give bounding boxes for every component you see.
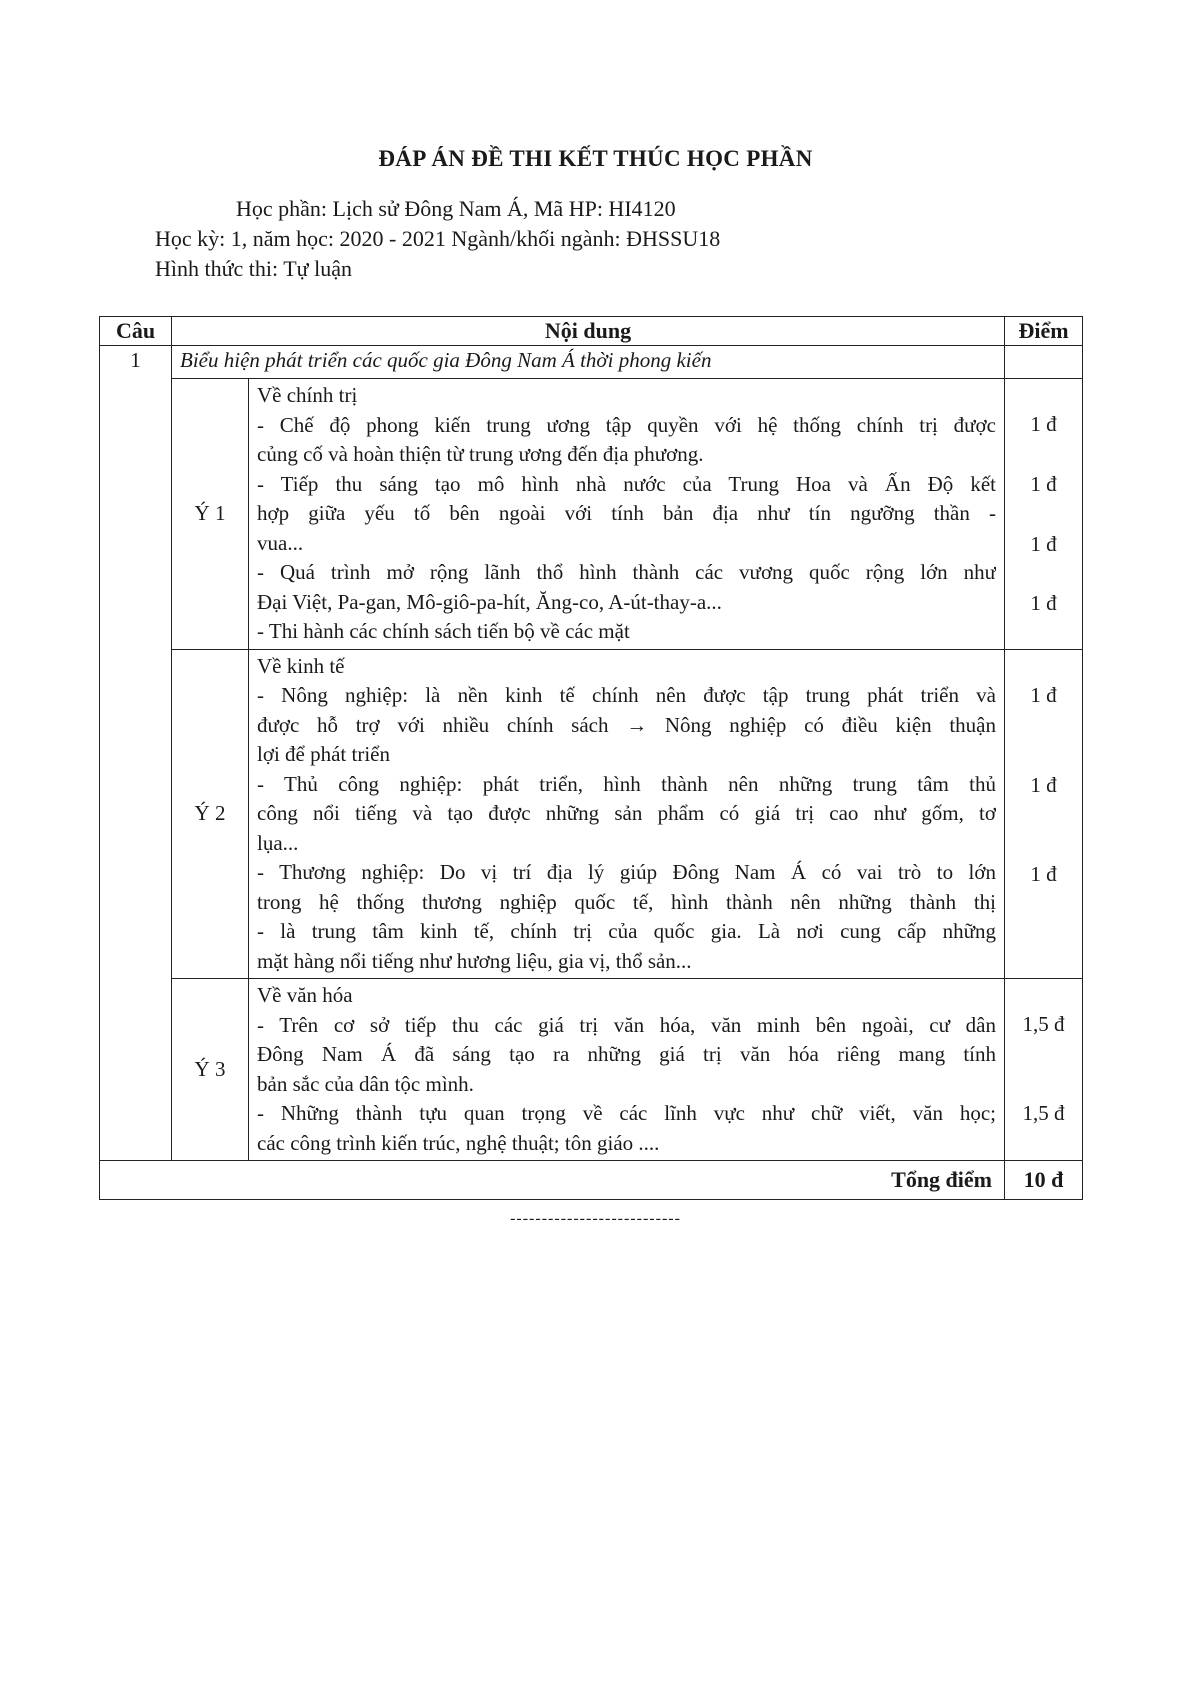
content-line: Đông Nam Á đã sáng tạo ra những giá trị văn hóa riêng mang tính [257, 1042, 996, 1066]
table-header-row [100, 317, 1083, 346]
content-line: - Quá trình mở rộng lãnh thổ hình thành các vương quốc rộng lớn như [257, 560, 996, 584]
score-value: 1 đ [1030, 772, 1057, 797]
content-line: trong hệ thống thương nghiệp quốc tế, hình thành nên những thành thị [257, 889, 996, 914]
section-content [249, 979, 1005, 1161]
score-cell [1005, 979, 1083, 1161]
content-line: Đại Việt, Pa-gan, Mô-giô-pa-hít, Ăng-co, A-út-thay-a... [257, 589, 722, 614]
content-line: mặt hàng nổi tiếng như hương liệu, gia vị, thổ sản... [257, 948, 692, 973]
content-line: - Thương nghiệp: Do vị trí địa lý giúp Đông Nam Á có vai trò to lớn [257, 860, 996, 884]
question-number: 1 [100, 346, 172, 1161]
total-score: 10 đ [1005, 1161, 1083, 1200]
content-line: - Những thành tựu quan trọng về các lĩnh vực như chữ viết, văn học; [257, 1101, 996, 1125]
section-heading: Về văn hóa [257, 983, 353, 1007]
exam-format-info: Hình thức thi: Tự luận [155, 256, 352, 281]
content-line: - Tiếp thu sáng tạo mô hình nhà nước của Trung Hoa và Ấn Độ kết [257, 471, 996, 496]
content-line: hợp giữa yếu tố bên ngoài với tính bản địa như tín ngưỡng thần - [257, 501, 996, 525]
header-cau: Câu [100, 317, 172, 346]
score-value: 1,5 đ [1022, 1012, 1065, 1036]
section-content [249, 649, 1005, 979]
content-line: công nổi tiếng và tạo được những sản phẩm có giá trị cao như gốm, tơ [257, 801, 996, 825]
content-line: các công trình kiến trúc, nghệ thuật; tôn giáo .... [257, 1130, 660, 1155]
section-label: Ý 2 [172, 649, 249, 979]
content-line: được hỗ trợ với nhiều chính sách → Nông nghiệp có điều kiện thuận [257, 712, 996, 737]
answer-table [99, 316, 1083, 1200]
score-cell [1005, 649, 1083, 979]
page-title: ĐÁP ÁN ĐỀ THI KẾT THÚC HỌC PHẦN [378, 146, 813, 171]
section-label: Ý 1 [172, 379, 249, 650]
score-value: 1 đ [1030, 532, 1057, 556]
score-value: 1 đ [1030, 591, 1057, 615]
header-diem: Điểm [1005, 317, 1083, 346]
section-row [100, 649, 1083, 979]
content-line: - là trung tâm kinh tế, chính trị của quốc gia. Là nơi cung cấp những [257, 919, 996, 943]
content-line: - Trên cơ sở tiếp thu các giá trị văn hóa, văn minh bên ngoài, cư dân [257, 1012, 996, 1037]
total-row [100, 1161, 1083, 1200]
content-line: lụa... [257, 830, 299, 855]
content-line: - Thủ công nghiệp: phát triển, hình thành nên những trung tâm thủ [257, 771, 996, 796]
section-row [100, 379, 1083, 650]
score-value: 1 đ [1030, 682, 1057, 707]
content-line: - Thi hành các chính sách tiến bộ về các mặt [257, 619, 630, 643]
topic-score-empty [1005, 346, 1083, 379]
score-value: 1 đ [1030, 412, 1057, 436]
score-cell [1005, 379, 1083, 650]
score-value: 1 đ [1030, 472, 1057, 496]
question-topic: Biểu hiện phát triển các quốc gia Đông Nam Á thời phong kiến [172, 346, 1005, 379]
content-line: vua... [257, 530, 304, 555]
section-row [100, 979, 1083, 1161]
section-label: Ý 3 [172, 979, 249, 1161]
total-label: Tổng điểm [100, 1161, 1005, 1200]
end-separator: --------------------------- [510, 1210, 681, 1227]
section-content [249, 379, 1005, 650]
score-value: 1 đ [1030, 861, 1057, 886]
semester-info: Học kỳ: 1, năm học: 2020 - 2021 Ngành/khối ngành: ĐHSSU18 [155, 226, 721, 251]
content-line: lợi để phát triển [257, 742, 390, 766]
topic-row [100, 346, 1083, 379]
content-line: - Chế độ phong kiến trung ương tập quyền với hệ thống chính trị được [257, 412, 996, 437]
content-line: bản sắc của dân tộc mình. [257, 1071, 474, 1096]
score-value: 1,5 đ [1022, 1101, 1065, 1125]
section-heading: Về kinh tế [257, 653, 345, 678]
content-line: củng cố và hoàn thiện từ trung ương đến địa phương. [257, 442, 704, 466]
content-line: - Nông nghiệp: là nền kinh tế chính nên được tập trung phát triển và [257, 683, 996, 707]
course-info: Học phần: Lịch sử Đông Nam Á, Mã HP: HI4120 [236, 196, 676, 221]
header-noi-dung: Nội dung [172, 317, 1005, 346]
section-heading: Về chính trị [257, 383, 358, 407]
